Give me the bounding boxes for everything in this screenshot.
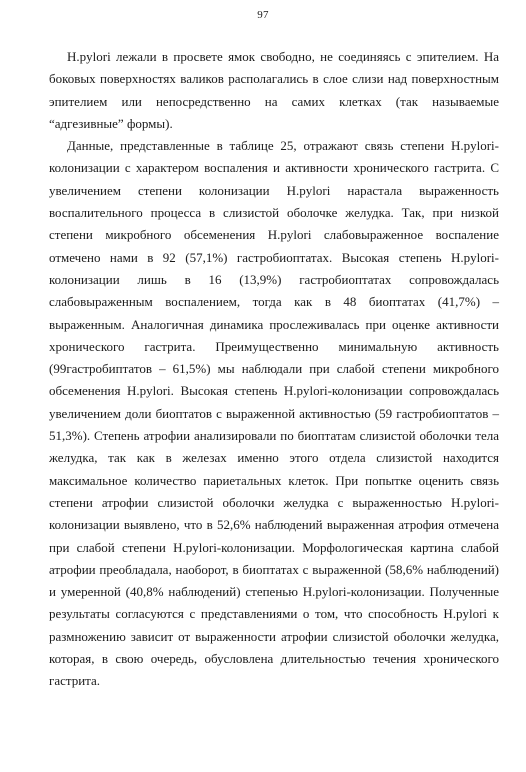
body-text — [49, 46, 499, 693]
page-number: 97 — [257, 9, 269, 21]
paragraph-colonization-analysis: Данные, представленные в таблице 25, отражают связь степени H.pylori-колонизации с характером воспаления и активности хронического гастрита. С увеличением степени колонизации H.pylori нарастала выраженность воспалительного процесса в слизистой оболочке желудка. Так, при низкой степени микробного обсеменения H.pylori слабовыраженное воспаление отмечено нами в 92 (57,1%) гастробиоптатах. Высокая степень H.pylori-колонизации лишь в 16 (13,9%) гастробиоптатах сопровождалась слабовыраженным воспалением, тогда как в 48 биоптатах (41,7%) – выраженным. Аналогичная динамика прослеживалась при оценке активности хронического гастрита. Преимущественно минимальную активность (99гастробиптатов – 61,5%) мы наблюдали при слабой степени микробного обсеменения H.pylori. Высокая степень H.pylori-колонизации сопровождалась увеличением доли биоптатов с выраженной активностью (59 гастробиоптатов – 51,3%). Степень атрофии анализировали по биоптатам слизистой оболочки тела желудка, так как в железах именно этого отдела слизистой находится максимальное количество париетальных клеток. При попытке оценить связь степени атрофии слизистой оболочки желудка с выраженностью H.pylori-колонизации выявлено, что в 52,6% наблюдений выраженная атрофия отмечена при слабой степени H.pylori-колонизации. Морфологическая картина слабой атрофии преобладала, наоборот, в биоптатах с выраженной (58,6% наблюдений) и умеренной (40,8% наблюдений) степенью H.pylori-колонизации. Полученные результаты согласуются с представлениями о том, что способность H.pylori к размножению зависит от выраженности атрофии слизистой оболочки желудка, которая, в свою очередь, обусловлена длительностью течения хронического гастрита. — [49, 138, 499, 689]
paragraph-h-pylori-location: H.pylori лежали в просвете ямок свободно, не соединяясь с эпителием. На боковых поверхностях валиков располагались в слое слизи над поверхностным эпителием или непосредственно на самих клетках (так называемые “адгезивные” формы). — [49, 49, 499, 131]
